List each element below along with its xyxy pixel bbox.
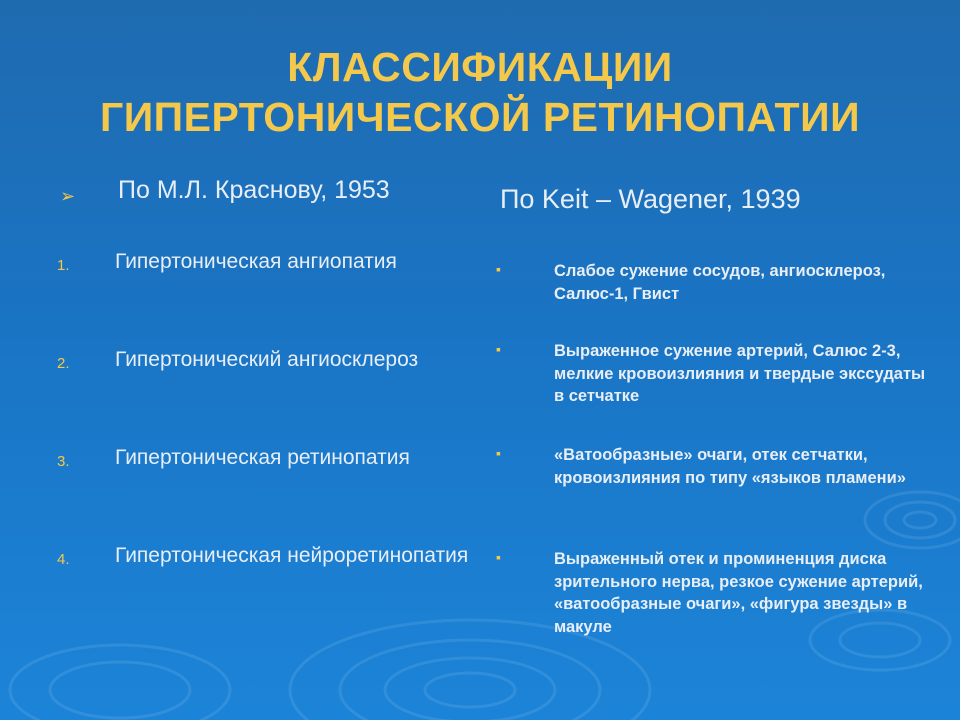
list-item: [57, 542, 477, 640]
right-column-heading: По Keit – Wagener, 1939: [500, 184, 801, 214]
item-text: Выраженное сужение артерий, Салюс 2-3, мелкие кровоизлияния и твердые экссудаты в сетчатке: [554, 342, 926, 405]
list-item: [57, 444, 477, 542]
list-item: [496, 548, 936, 668]
list-item: [496, 444, 936, 548]
list-item: [57, 248, 477, 346]
item-number: 3.: [57, 453, 70, 470]
square-bullet-icon: ▪: [496, 549, 501, 565]
item-text: Гипертонический ангиосклероз: [115, 348, 419, 371]
square-bullet-icon: ▪: [496, 341, 501, 357]
left-heading-text: По М.Л. Краснову, 1953: [118, 176, 390, 204]
arrow-bullet-icon: ➢: [60, 186, 76, 206]
list-item: [496, 340, 936, 444]
item-text: Гипертоническая ангиопатия: [115, 250, 397, 273]
list-item: [496, 260, 936, 340]
slide-title-line-2: ГИПЕРТОНИЧЕСКОЙ РЕТИНОПАТИИ: [99, 94, 861, 140]
krasnov-classification-list: [57, 248, 477, 640]
item-number: 1.: [57, 257, 70, 274]
item-text: «Ватообразные» очаги, отек сетчатки, кровоизлияния по типу «языков пламени»: [554, 446, 906, 487]
slide-title-line-1: КЛАССИФИКАЦИИ: [287, 44, 673, 90]
keith-wagener-classification-list: [496, 260, 936, 668]
item-text: Гипертоническая ретинопатия: [115, 446, 410, 469]
square-bullet-icon: ▪: [496, 261, 501, 277]
item-text: Слабое сужение сосудов, ангиосклероз, Салюс-1, Гвист: [554, 262, 886, 303]
square-bullet-icon: ▪: [496, 445, 501, 461]
item-text: Гипертоническая нейроретинопатия: [115, 544, 469, 567]
item-number: 2.: [57, 355, 70, 372]
item-text: Выраженный отек и проминенция диска зрительного нерва, резкое сужение артерий, «ватообразные очаги», «фигура звезды» в макуле: [554, 550, 923, 636]
list-item: [57, 346, 477, 444]
slide-title: [0, 42, 960, 142]
item-number: 4.: [57, 551, 70, 568]
